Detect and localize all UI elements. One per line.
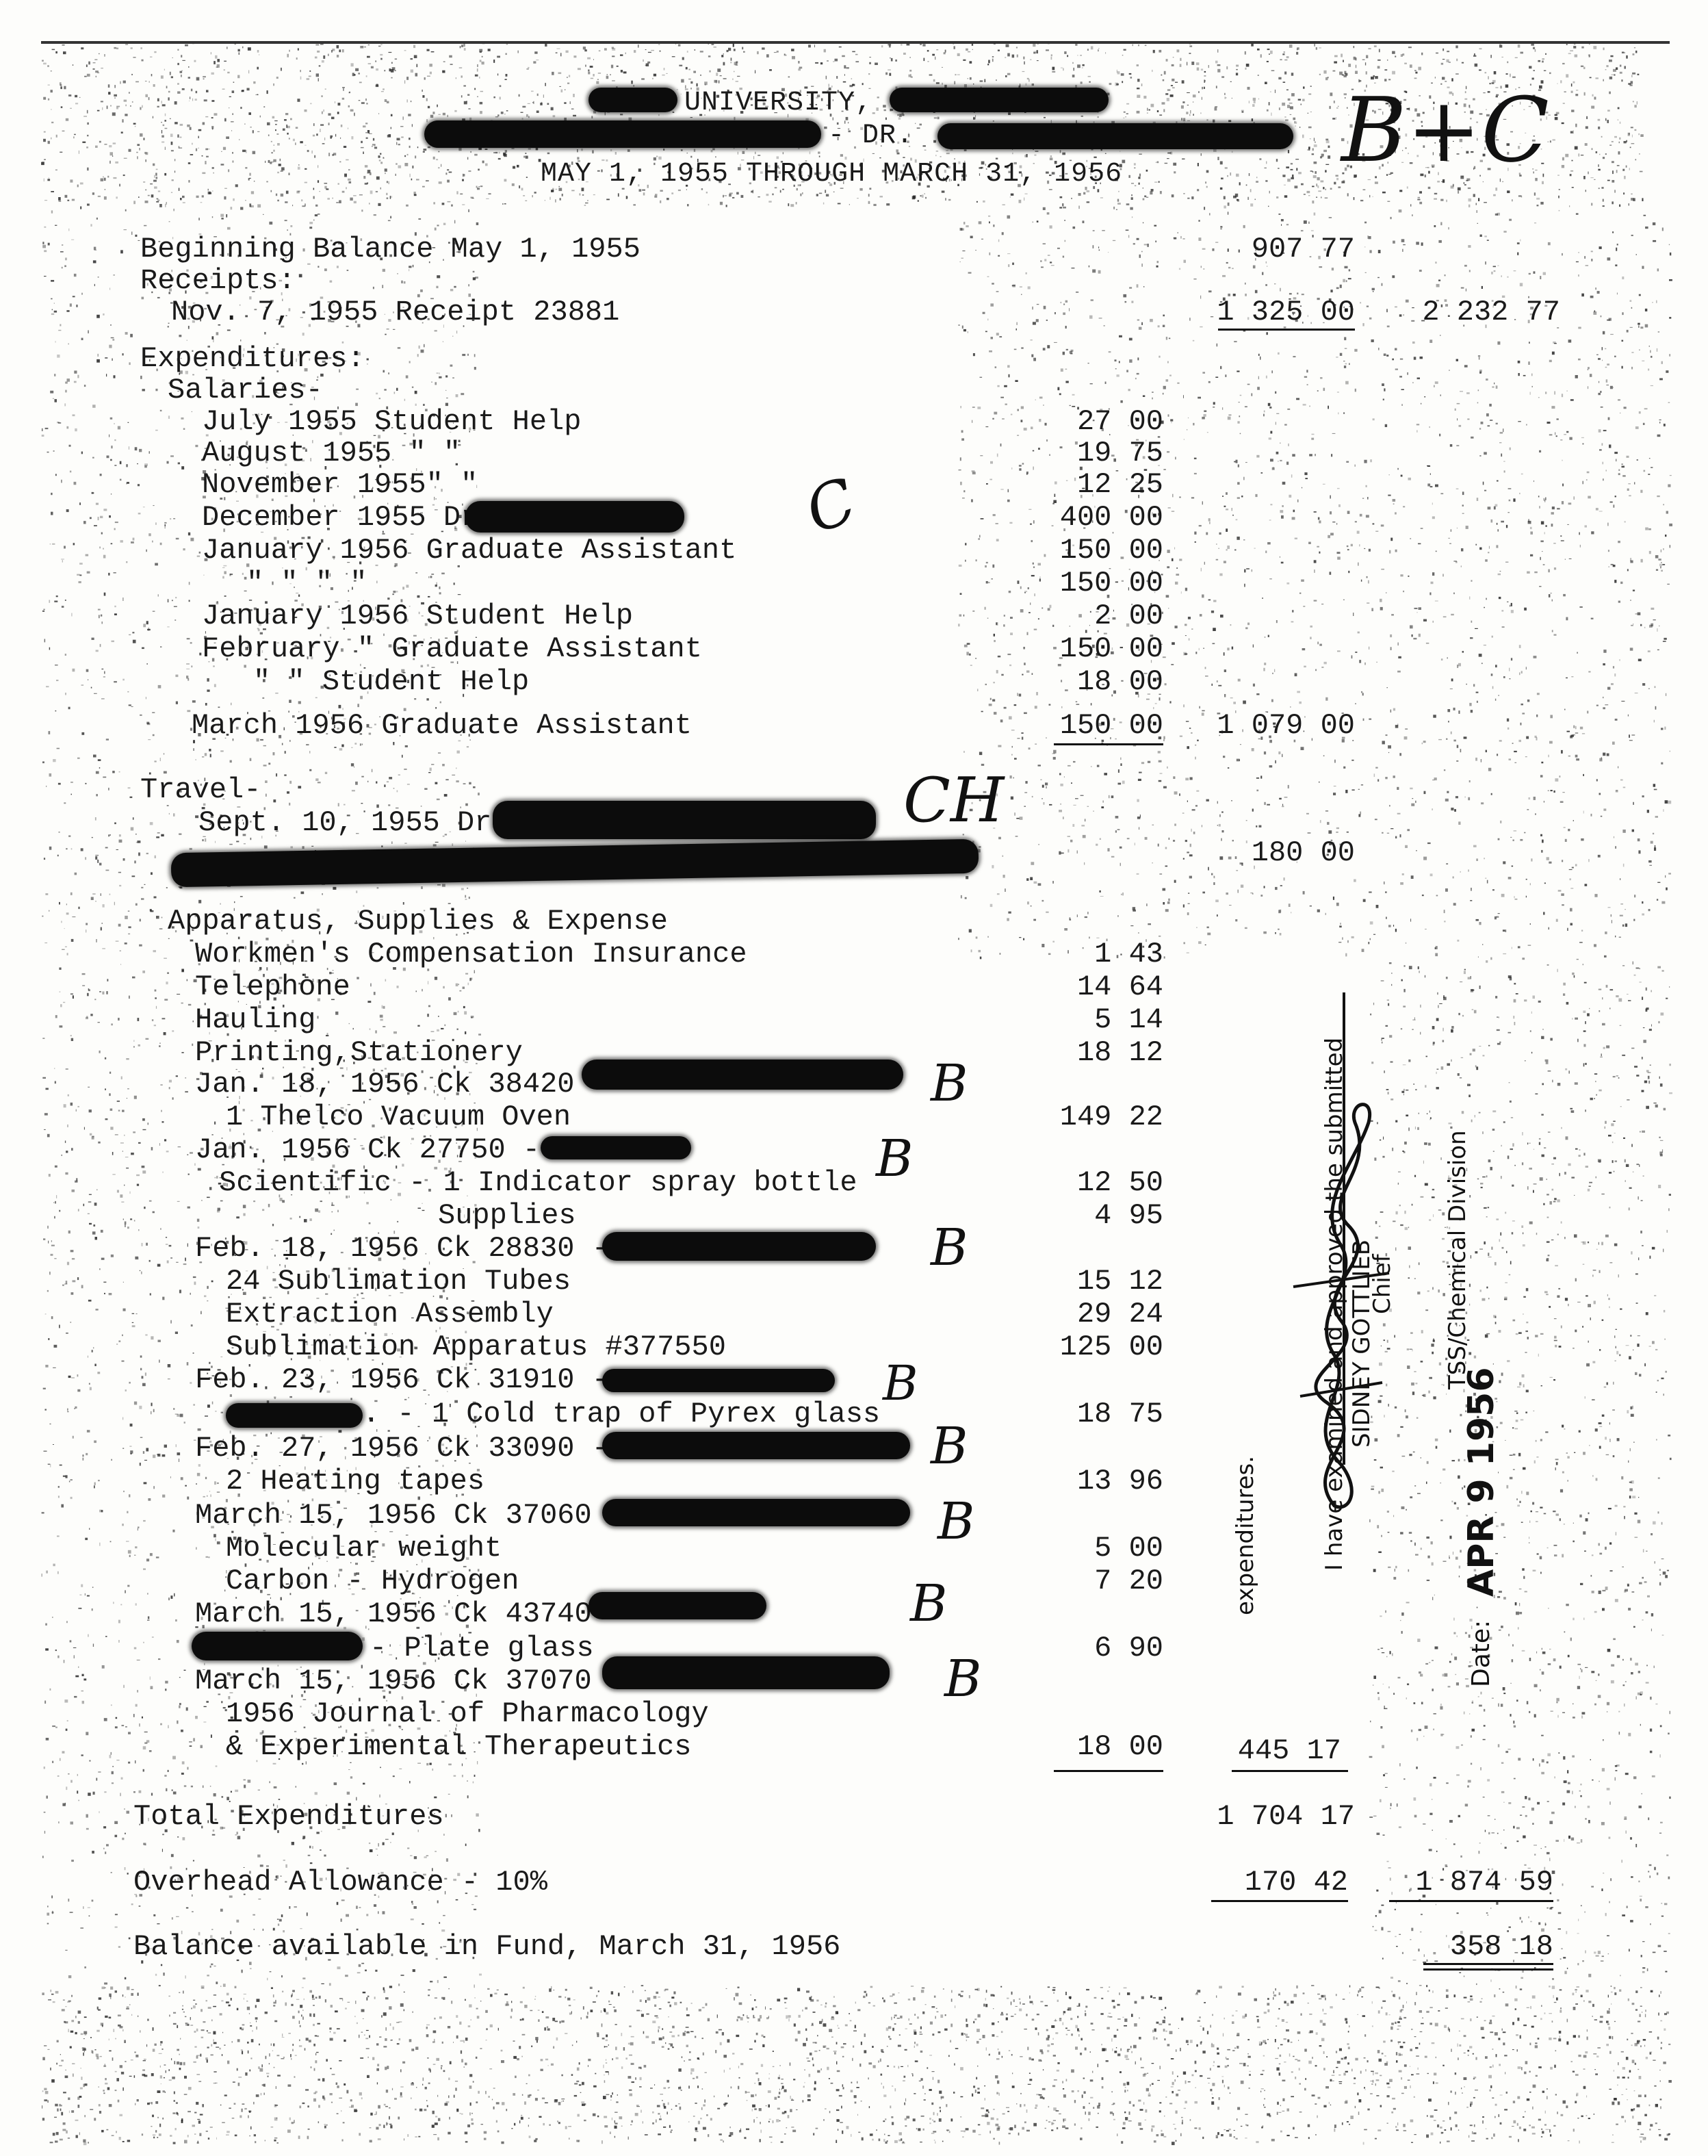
travel-line: Sept. 10, 1955 Dr.	[198, 806, 509, 839]
apparatus-label: Apparatus, Supplies & Expense	[168, 905, 668, 938]
redaction-apparatus-3	[602, 1232, 876, 1261]
line-item-amount: 125 00	[1059, 1331, 1163, 1363]
overhead-total-underline	[1389, 1900, 1553, 1902]
line-item-amount: 15 12	[1076, 1265, 1163, 1298]
line-item-desc: . - 1 Cold trap of Pyrex glass	[363, 1398, 881, 1430]
line-item-desc: January 1956 Student Help	[202, 600, 634, 632]
line-item-desc: July 1955 Student Help	[202, 405, 582, 438]
line-item-amount: 7 20	[1094, 1565, 1163, 1597]
line-item-amount: 29 24	[1076, 1298, 1163, 1331]
redaction-salary-december	[465, 501, 684, 532]
salary-margin-mark: C	[796, 464, 866, 548]
margin-mark-b-7: B	[910, 1574, 948, 1633]
line-item-amount: 18 00	[1076, 665, 1163, 698]
line-item-amount: 150 00	[1059, 534, 1163, 567]
line-item-desc: Workmen's Compensation Insurance	[195, 938, 747, 971]
salary-subtotal: 1 079 00	[1217, 709, 1355, 742]
line-item-amount: 19 75	[1076, 437, 1163, 470]
apparatus-subtotal: 445 17	[1237, 1734, 1341, 1767]
line-item-desc: February " Graduate Assistant	[202, 632, 702, 665]
line-item-amount: 18 12	[1076, 1036, 1163, 1069]
total-expenditures-label: Total Expenditures	[133, 1800, 444, 1833]
line-item-desc: January 1956 Graduate Assistant	[202, 534, 737, 567]
margin-mark-b-3: B	[931, 1218, 968, 1277]
margin-mark-b-2: B	[876, 1129, 914, 1188]
redaction-header-right-1	[890, 88, 1109, 112]
line-item-desc: " " " "	[246, 567, 367, 600]
salary-underline	[1054, 743, 1163, 745]
line-item-amount: 13 96	[1076, 1465, 1163, 1498]
apparatus-underline	[1054, 1770, 1163, 1772]
redaction-apparatus-10	[602, 1656, 890, 1689]
overhead-total: 1 874 59	[1415, 1866, 1553, 1899]
travel-label: Travel-	[140, 773, 261, 806]
approval-date-value: APR 9 1956	[1461, 1367, 1502, 1597]
balance-double-underline-1	[1423, 1963, 1553, 1965]
beginning-balance-amount: 907 77	[1251, 233, 1355, 266]
margin-mark-b-5: B	[931, 1417, 968, 1476]
redaction-travel-name	[493, 801, 876, 839]
top-border-line	[41, 41, 1670, 44]
line-item-amount: 1 43	[1094, 938, 1163, 971]
line-item-amount: 14 64	[1076, 971, 1163, 1003]
balance-double-underline-2	[1423, 1968, 1553, 1971]
line-item-amount: 5 14	[1094, 1003, 1163, 1036]
margin-mark-b-6: B	[937, 1492, 975, 1551]
line-item-amount: 149 22	[1059, 1101, 1163, 1133]
redaction-apparatus-7	[602, 1499, 910, 1526]
line-item-desc: August 1955 " "	[202, 437, 461, 470]
redaction-apparatus-6	[602, 1432, 910, 1459]
line-item-amount: 5 00	[1094, 1532, 1163, 1565]
margin-mark-b-8: B	[944, 1650, 982, 1708]
redaction-apparatus-5	[226, 1403, 363, 1428]
line-item-desc: March 1956 Graduate Assistant	[192, 709, 692, 742]
line-item-amount: 27 00	[1076, 405, 1163, 438]
line-item-desc: Carbon - Hydrogen	[226, 1565, 519, 1597]
line-item-desc: March 15, 1956 Ck 43740	[195, 1597, 592, 1630]
line-item-amount: 150 00	[1059, 632, 1163, 665]
overhead-amount: 170 42	[1244, 1866, 1348, 1899]
margin-mark-b-1: B	[931, 1054, 968, 1113]
approval-title: Chief	[1369, 1254, 1396, 1314]
line-item-desc: Scientific - 1 Indicator spray bottle	[219, 1166, 857, 1199]
line-item-desc: Feb. 23, 1956 Ck 31910 -	[195, 1363, 609, 1396]
beginning-balance-label: Beginning Balance May 1, 1955	[140, 233, 640, 266]
approval-division: TSS/Chemical Division	[1444, 1130, 1471, 1389]
line-item-desc: 2 Heating tapes	[226, 1465, 485, 1498]
corner-handwritten-mark: B+C	[1341, 78, 1549, 182]
redaction-apparatus-8	[588, 1592, 766, 1619]
travel-amount: 180 00	[1251, 836, 1355, 869]
line-item-amount: 18 75	[1076, 1398, 1163, 1430]
redaction-header-left-2	[424, 120, 821, 148]
line-item-desc: Feb. 27, 1956 Ck 33090 -	[195, 1432, 609, 1465]
line-item-desc: November 1955" "	[202, 468, 478, 501]
line-item-desc: Printing,Stationery	[195, 1036, 523, 1069]
line-item-desc: Feb. 18, 1956 Ck 28830 -	[195, 1232, 609, 1265]
header-period: MAY 1, 1955 THROUGH MARCH 31, 1956	[541, 159, 1123, 190]
line-item-desc: " " Student Help	[253, 665, 530, 698]
line-item-desc: Molecular weight	[226, 1532, 502, 1565]
header-dr: - DR.	[828, 120, 914, 151]
receipt-total: 2 232 77	[1422, 296, 1560, 329]
line-item-amount: 18 00	[1076, 1730, 1163, 1763]
line-item-desc: Telephone	[195, 971, 350, 1003]
receipt-amount: 1 325 00	[1217, 296, 1355, 329]
redaction-apparatus-4	[602, 1369, 835, 1392]
line-item-amount: 12 50	[1076, 1166, 1163, 1199]
signature-rule	[1343, 992, 1345, 1465]
line-item-desc: Sublimation Apparatus #377550	[226, 1331, 726, 1363]
overhead-label: Overhead Allowance - 10%	[133, 1866, 547, 1899]
line-item-amount: 4 95	[1094, 1199, 1163, 1232]
receipt-underline	[1218, 329, 1355, 331]
line-item-desc: 1956 Journal of Pharmacology	[226, 1697, 709, 1730]
approval-statement-line2: expenditures.	[1232, 1455, 1259, 1615]
margin-mark-b-4: B	[883, 1355, 918, 1411]
receipt-line: Nov. 7, 1955 Receipt 23881	[171, 296, 620, 329]
line-item-desc: Supplies	[438, 1199, 576, 1232]
line-item-amount: 400 00	[1059, 501, 1163, 534]
line-item-amount: 150 00	[1059, 709, 1163, 742]
balance-label: Balance available in Fund, March 31, 1956	[133, 1930, 841, 1963]
line-item-amount: 12 25	[1076, 468, 1163, 501]
approval-name: SIDNEY GOTTLIEB	[1348, 1239, 1375, 1448]
approval-statement-line1: I have examined and approved the submitted	[1321, 1037, 1348, 1571]
line-item-amount: 2 00	[1094, 600, 1163, 632]
line-item-desc: Jan. 18, 1956 Ck 38420 -	[195, 1068, 609, 1101]
redaction-apparatus-2	[541, 1136, 691, 1159]
line-item-desc: March 15, 1956 Ck 37070 -	[195, 1665, 627, 1697]
line-item-desc: Jan. 1956 Ck 27750 -	[195, 1133, 541, 1166]
total-expenditures-amount: 1 704 17	[1217, 1800, 1355, 1833]
line-item-desc: & Experimental Therapeutics	[226, 1730, 692, 1763]
approval-date-label: Date:	[1467, 1619, 1495, 1687]
line-item-desc: 24 Sublimation Tubes	[226, 1265, 571, 1298]
redaction-header-right-2	[937, 123, 1293, 149]
line-item-desc: December 1955 Dr.	[202, 501, 495, 534]
balance-amount: 358 18	[1449, 1930, 1553, 1963]
line-item-desc: Hauling	[195, 1003, 316, 1036]
line-item-amount: 150 00	[1059, 567, 1163, 600]
receipts-label: Receipts:	[140, 264, 296, 297]
line-item-desc: March 15, 1956 Ck 37060 -	[195, 1499, 627, 1532]
salaries-label: Salaries-	[168, 374, 323, 407]
expenditures-label: Expenditures:	[140, 342, 365, 375]
line-item-amount: 6 90	[1094, 1632, 1163, 1665]
line-item-desc: 1 Thelco Vacuum Oven	[226, 1101, 571, 1133]
overhead-underline	[1211, 1900, 1348, 1902]
redaction-header-left-1	[588, 88, 677, 112]
line-item-desc: Extraction Assembly	[226, 1298, 554, 1331]
line-item-desc: - Plate glass	[370, 1632, 594, 1665]
travel-margin-mark: CH	[903, 765, 1005, 836]
redaction-apparatus-1	[582, 1060, 903, 1090]
header-university: UNIVERSITY,	[684, 88, 873, 118]
redaction-apparatus-9	[192, 1632, 363, 1660]
apparatus-subtotal-underline	[1232, 1770, 1348, 1772]
